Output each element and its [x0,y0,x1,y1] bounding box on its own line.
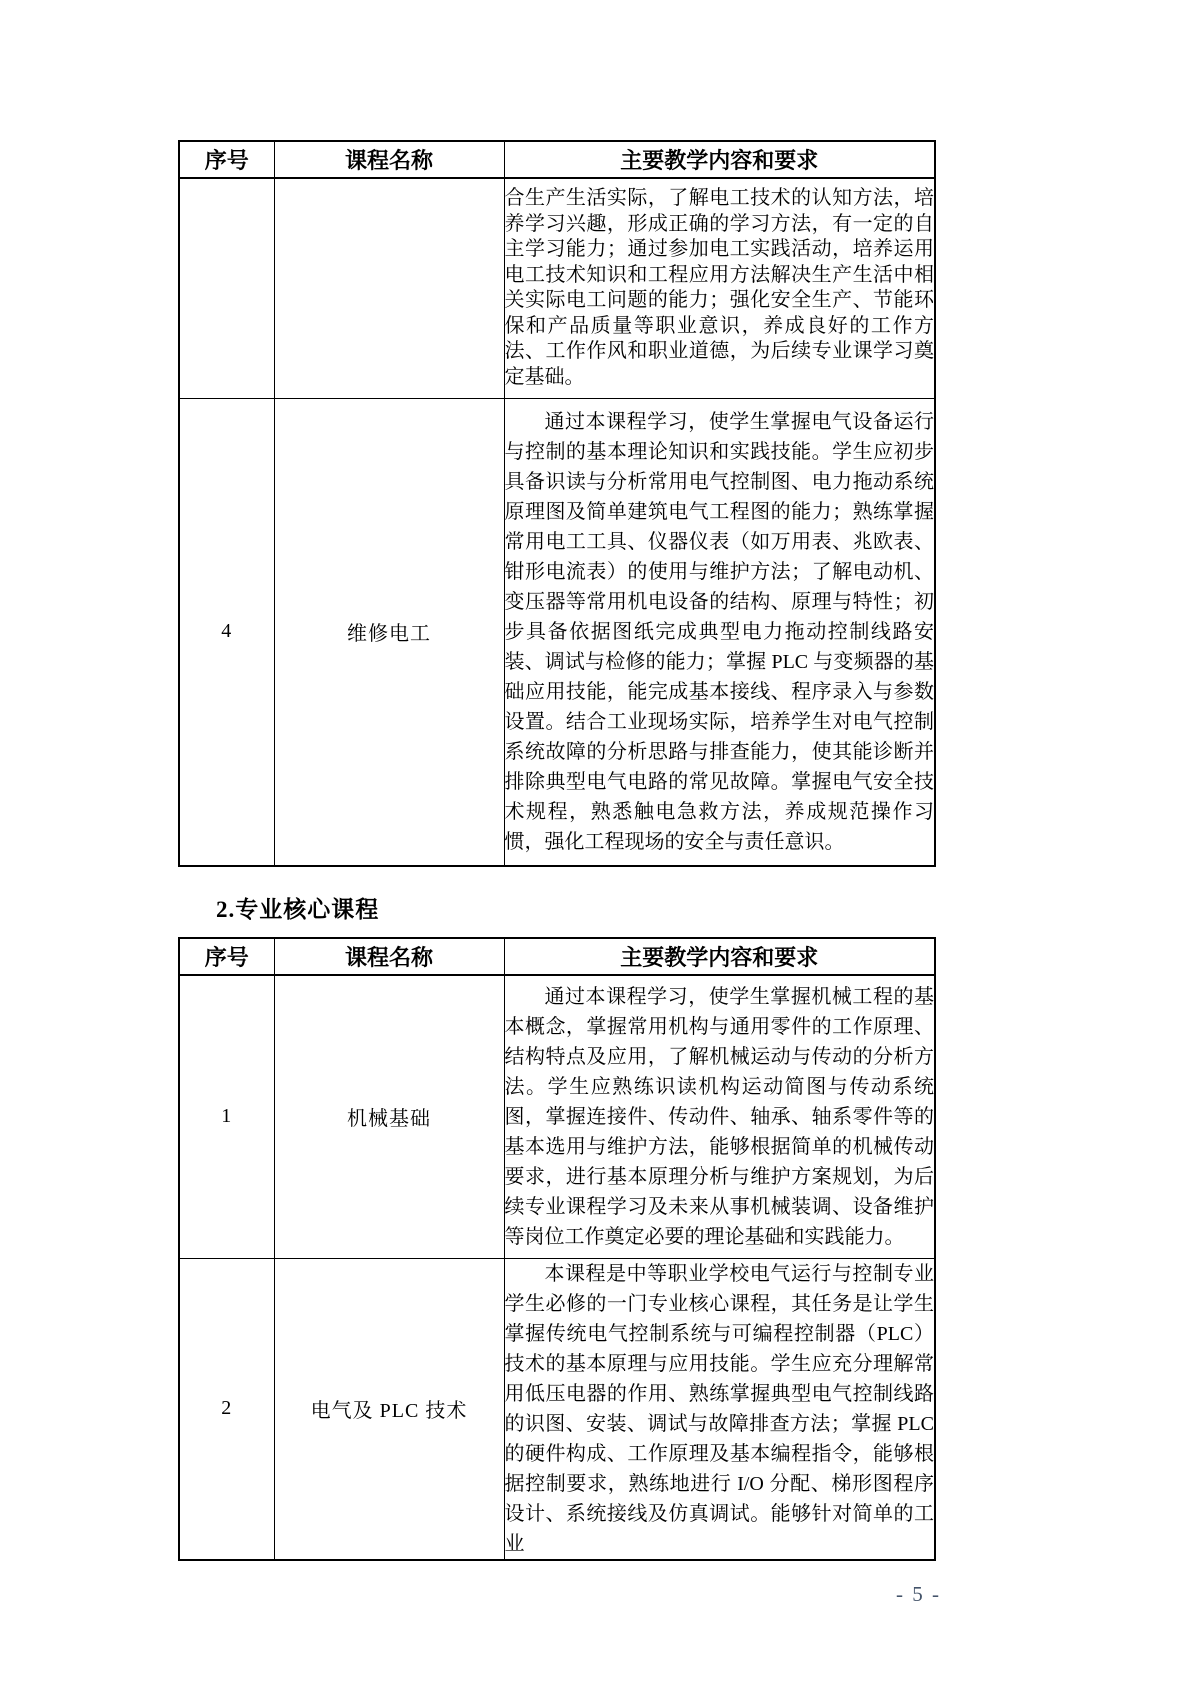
table-row [179,975,935,1258]
basic-courses-table [178,140,936,867]
course-content-cell [504,398,935,866]
course-content-text: 通过本课程学习，使学生掌握电气设备运行与控制的基本理论知识和实践技能。学生应初步具备识读与分析常用电气控制图、电力拖动系统原理图及简单建筑电气工程图的能力；熟练掌握常用电工工具、仪器仪表（如万用表、兆欧表、钳形电流表）的使用与维护方法；了解电动机、变压器等常用机电设备的结构、原理与特性；初步具备依据图纸完成典型电力拖动控制线路安装、调试与检修的能力；掌握 PLC 与变频器的基础应用技能，能完成基本接线、程序录入与参数设置。结合工业现场实际，培养学生对电气控制系统故障的分析思路与排查能力，使其能诊断并排除典型电气电路的常见故障。掌握电气安全技术规程，熟悉触电急救方法，养成规范操作习惯，强化工程现场的安全与责任意识。 [504,410,934,853]
course-content-cell [504,975,935,1258]
table-row [179,398,935,866]
course-name-cell: 维修电工 [274,398,504,866]
course-content-text: 通过本课程学习，使学生掌握机械工程的基本概念，掌握常用机构与通用零件的工作原理、结构特点及应用，了解机械运动与传动的分析方法。学生应熟练识读机构运动简图与传动系统图，掌握连接件、传动件、轴承、轴系零件等的基本选用与维护方法，能够根据简单的机械传动要求，进行基本原理分析与维护方案规划，为后续专业课程学习及未来从事机械装调、设备维护等岗位工作奠定必要的理论基础和实践能力。 [504,985,934,1248]
row-number-cell: 4 [179,398,274,866]
row-number-cell: 2 [179,1258,274,1560]
col-header-index: 序号 [179,141,274,178]
col-header-index: 序号 [179,938,274,975]
page-number: - 5 - [896,1582,941,1606]
section-heading: 2.专业核心课程 [216,897,380,922]
table-row [179,178,935,398]
course-name-cell: 机械基础 [274,975,504,1258]
course-name-cell: 电气及 PLC 技术 [274,1258,504,1560]
course-content-text: 合生产生活实际，了解电工技术的认知方法，培养学习兴趣，形成正确的学习方法，有一定的自主学习能力；通过参加电工实践活动，培养运用电工技术知识和工程应用方法解决生产生活中相关实际电工问题的能力；强化安全生产、节能环保和产品质量等职业意识，养成良好的工作方法、工作作风和职业道德，为后续专业课学习奠定基础。 [504,187,934,388]
table-row [179,1258,935,1560]
core-courses-table [178,937,936,1561]
table-header-row [179,938,935,975]
course-name-cell [274,178,504,398]
page-content [178,140,936,1561]
course-content-cell [504,178,935,398]
row-number-cell: 1 [179,975,274,1258]
col-header-content: 主要教学内容和要求 [504,141,935,178]
course-content-cell [504,1258,935,1560]
col-header-course-name: 课程名称 [274,938,504,975]
table-header-row [179,141,935,178]
course-content-text: 本课程是中等职业学校电气运行与控制专业学生必修的一门专业核心课程，其任务是让学生掌握传统电气控制系统与可编程控制器（PLC）技术的基本原理与应用技能。学生应充分理解常用低压电器的作用、熟练掌握典型电气控制线路的识图、安装、调试与故障排查方法；掌握 PLC 的硬件构成、工作原理及基本编程指令，能够根据控制要求，熟练地进行 I/O 分配、梯形图程序设计、系统接线及仿真调试。能够针对简单的工业 [504,1262,934,1555]
col-header-course-name: 课程名称 [274,141,504,178]
row-number-cell [179,178,274,398]
col-header-content: 主要教学内容和要求 [504,938,935,975]
